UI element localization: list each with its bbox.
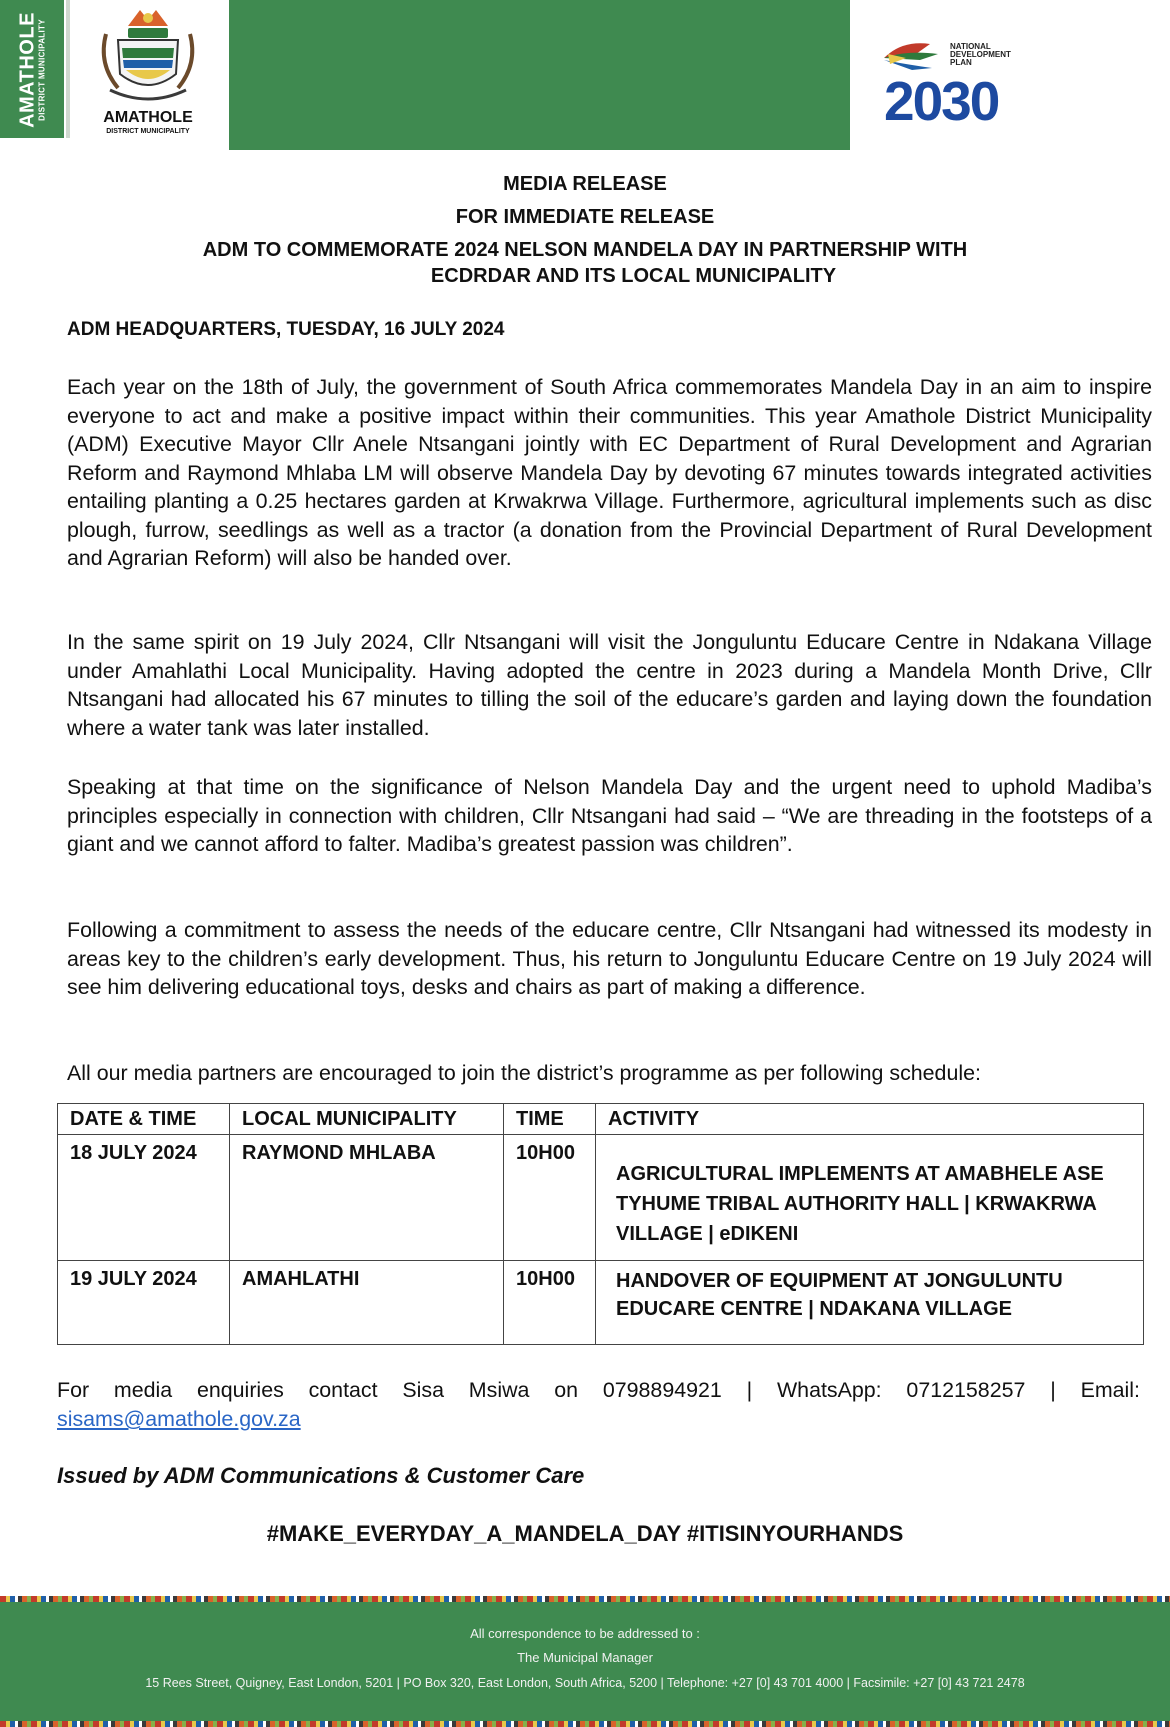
- issued-by: Issued by ADM Communications & Customer Care: [57, 1463, 585, 1488]
- media-release-heading: MEDIA RELEASE: [503, 173, 667, 195]
- crest-icon: [88, 4, 208, 108]
- enquiries-text: For media enquiries contact Sisa Msiwa on 0798894921 | WhatsApp: 0712158257 | Email:: [57, 1378, 1140, 1402]
- side-label-subtitle: DISTRICT MUNICIPALITY: [37, 19, 47, 121]
- footer-address: 15 Rees Street, Quigney, East London, 5201 | PO Box 320, East London, South Africa, 5200 | Telephone: +27 [0] 43 701 4000 | Facsimile: +27 [0] 43 721 2478: [145, 1676, 1025, 1690]
- municipality-side-label: [0, 0, 64, 138]
- ndp-year: 2030: [884, 70, 999, 132]
- footer-top-border: [0, 1596, 1170, 1602]
- schedule-table: [57, 1103, 1144, 1345]
- body-paragraph-4: Following a commitment to assess the needs of the educare centre, Cllr Ntsangani had witnessed its modesty in areas key to the children’s early development. Thus, his return to Jonguluntu Educare Centre on 19 July 2024 will see him delivering educational toys, desks and chairs as part of making a difference.: [67, 918, 1152, 999]
- hashtags: #MAKE_EVERYDAY_A_MANDELA_DAY #ITISINYOURHANDS: [266, 1521, 904, 1546]
- column-header-time: TIME: [504, 1104, 596, 1135]
- crest-name: AMATHOLE: [103, 109, 193, 126]
- table-row: [58, 1261, 1144, 1345]
- body-paragraph-2: In the same spirit on 19 July 2024, Cllr Ntsangani will visit the Jonguluntu Educare Centre in Ndakana Village under Amahlathi Local Municipality. Having adopted the centre in 2023 during a Mandela Month Drive, Cllr Ntsangani had allocated his 67 minutes to tilling the soil of the educare’s garden and laying down the foundation where a water tank was later installed.: [67, 630, 1152, 740]
- dateline: ADM HEADQUARTERS, TUESDAY, 16 JULY 2024: [67, 319, 505, 340]
- body-paragraph-1: Each year on the 18th of July, the government of South Africa commemorates Mandela Day in an aim to inspire everyone to act and make a positive impact within their communities. This year Amathole District Municipality (ADM) Executive Mayor Cllr Anele Ntsangani jointly with EC Department of Rural Development and Agrarian Reform and Raymond Mhlaba LM will observe Mandela Day by devoting 67 minutes towards integrated activities entailing planting a 0.25 hectares garden at Krwakrwa Village. Furthermore, agricultural implements such as disc plough, furrow, seedlings as well as a tractor (a donation from the Provincial Department of Rural Development and Agrarian Reform) will also be handed over.: [67, 375, 1152, 570]
- schedule-time: 10H00: [504, 1261, 596, 1345]
- footer-addressee: The Municipal Manager: [517, 1650, 653, 1665]
- email-link[interactable]: sisams@amathole.gov.za: [57, 1407, 301, 1431]
- schedule-time: 10H00: [504, 1135, 596, 1261]
- schedule-activity: HANDOVER OF EQUIPMENT AT JONGULUNTU EDUCARE CENTRE | NDAKANA VILLAGE: [596, 1261, 1144, 1345]
- schedule-activity: AGRICULTURAL IMPLEMENTS AT AMABHELE ASE TYHUME TRIBAL AUTHORITY HALL | KRWAKRWA VILLAGE | eDIKENI: [596, 1135, 1144, 1261]
- side-label-title: AMATHOLE: [16, 12, 39, 128]
- footer-bottom-border: [0, 1721, 1170, 1727]
- schedule-municipality: RAYMOND MHLABA: [230, 1135, 504, 1261]
- coat-of-arms-logo: [88, 4, 208, 136]
- header-divider: [66, 0, 70, 138]
- ndp-2030-logo: [882, 38, 1022, 134]
- body-paragraph-5: All our media partners are encouraged to join the district’s programme as per following schedule:: [67, 1061, 981, 1085]
- footer: [0, 1596, 1170, 1727]
- footer-correspondence: All correspondence to be addressed to :: [470, 1626, 700, 1641]
- crest-subtitle: DISTRICT MUNICIPALITY: [106, 128, 190, 135]
- schedule-date: 18 JULY 2024: [58, 1135, 230, 1261]
- schedule-date: 19 JULY 2024: [58, 1261, 230, 1345]
- schedule-municipality: AMAHLATHI: [230, 1261, 504, 1345]
- ndp-label: NATIONAL DEVELOPMENT PLAN: [950, 42, 1011, 67]
- release-title-line-1: ADM TO COMMEMORATE 2024 NELSON MANDELA DAY IN PARTNERSHIP WITH: [202, 239, 968, 261]
- table-row: [58, 1135, 1144, 1261]
- column-header-date: DATE & TIME: [58, 1104, 230, 1135]
- header-green-block: [229, 0, 850, 150]
- letterhead: [0, 0, 1170, 150]
- release-title-line-2: ECDRDAR AND ITS LOCAL MUNICIPALITY: [430, 265, 837, 287]
- column-header-activity: ACTIVITY: [596, 1104, 1144, 1135]
- media-enquiries: [57, 1376, 1140, 1434]
- immediate-release-heading: FOR IMMEDIATE RELEASE: [455, 206, 715, 228]
- body-paragraph-3: Speaking at that time on the significance of Nelson Mandela Day and the urgent need to uphold Madiba’s principles especially in connection with children, Cllr Ntsangani had said – “We are threading in the footsteps of a giant and we cannot afford to falter. Madiba’s greatest passion was children”.: [67, 775, 1152, 856]
- column-header-municipality: LOCAL MUNICIPALITY: [230, 1104, 504, 1135]
- schedule-header-row: [58, 1104, 1144, 1135]
